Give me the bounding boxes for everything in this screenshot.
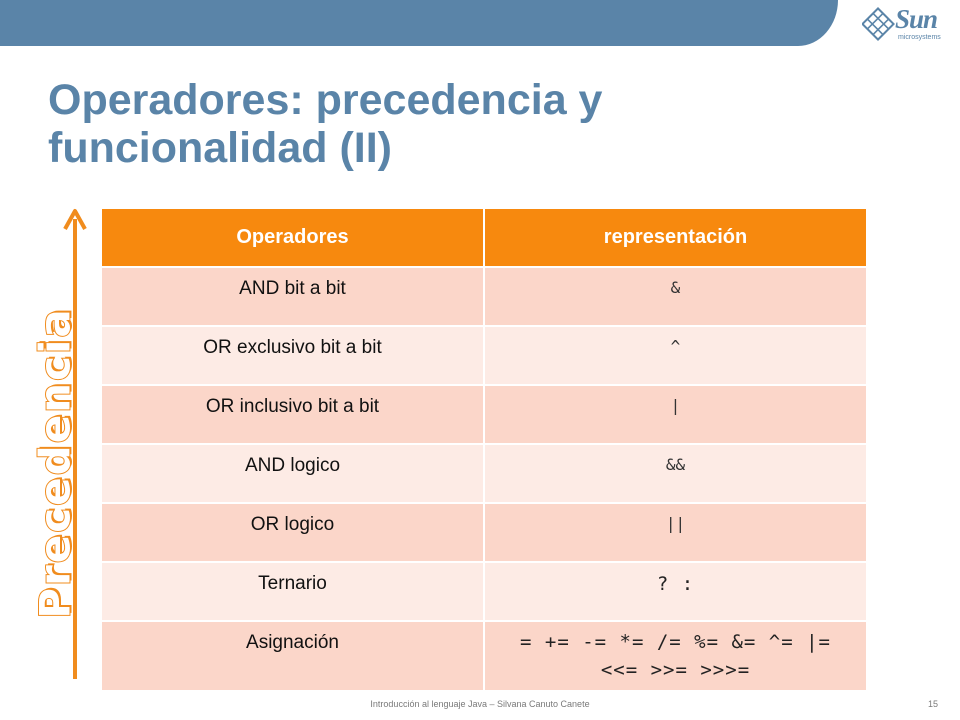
table-row (101, 621, 867, 691)
page-number: 15 (928, 699, 939, 709)
table-row (101, 385, 867, 444)
operator-symbol: || (484, 503, 867, 562)
operator-symbol: ^ (484, 326, 867, 385)
assignment-ops-line2: <<= >>= >>>= (600, 659, 751, 681)
table-row (101, 326, 867, 385)
table-row (101, 562, 867, 621)
slide-title: Operadores: precedencia y funcionalidad (II) (48, 76, 603, 172)
table-header-row (101, 208, 867, 267)
operator-name: OR exclusivo bit a bit (101, 326, 484, 385)
logo-subtext: microsystems (898, 34, 941, 41)
table-row (101, 444, 867, 503)
header-representacion: representación (484, 208, 867, 267)
operator-name: AND bit a bit (101, 267, 484, 326)
assignment-ops-line1: = += -= *= /= %= &= ^= |= (520, 631, 831, 653)
operator-symbol: && (484, 444, 867, 503)
operator-symbol: & (484, 267, 867, 326)
footer-text: Introducción al lenguaje Java – Silvana Canuto Canete (370, 699, 590, 709)
top-banner (0, 0, 838, 46)
operator-name: OR inclusivo bit a bit (101, 385, 484, 444)
table-row (101, 267, 867, 326)
table-row (101, 503, 867, 562)
operators-table (100, 207, 868, 692)
operator-symbol (484, 621, 867, 691)
operator-name: Ternario (101, 562, 484, 621)
operator-symbol: ? : (484, 562, 867, 621)
operator-name: Asignación (101, 621, 484, 691)
precedence-label: Precedencia (30, 307, 80, 619)
operator-symbol: | (484, 385, 867, 444)
operator-name: OR logico (101, 503, 484, 562)
operator-name: AND logico (101, 444, 484, 503)
logo-text: Sun (895, 4, 938, 34)
header-operadores: Operadores (101, 208, 484, 267)
